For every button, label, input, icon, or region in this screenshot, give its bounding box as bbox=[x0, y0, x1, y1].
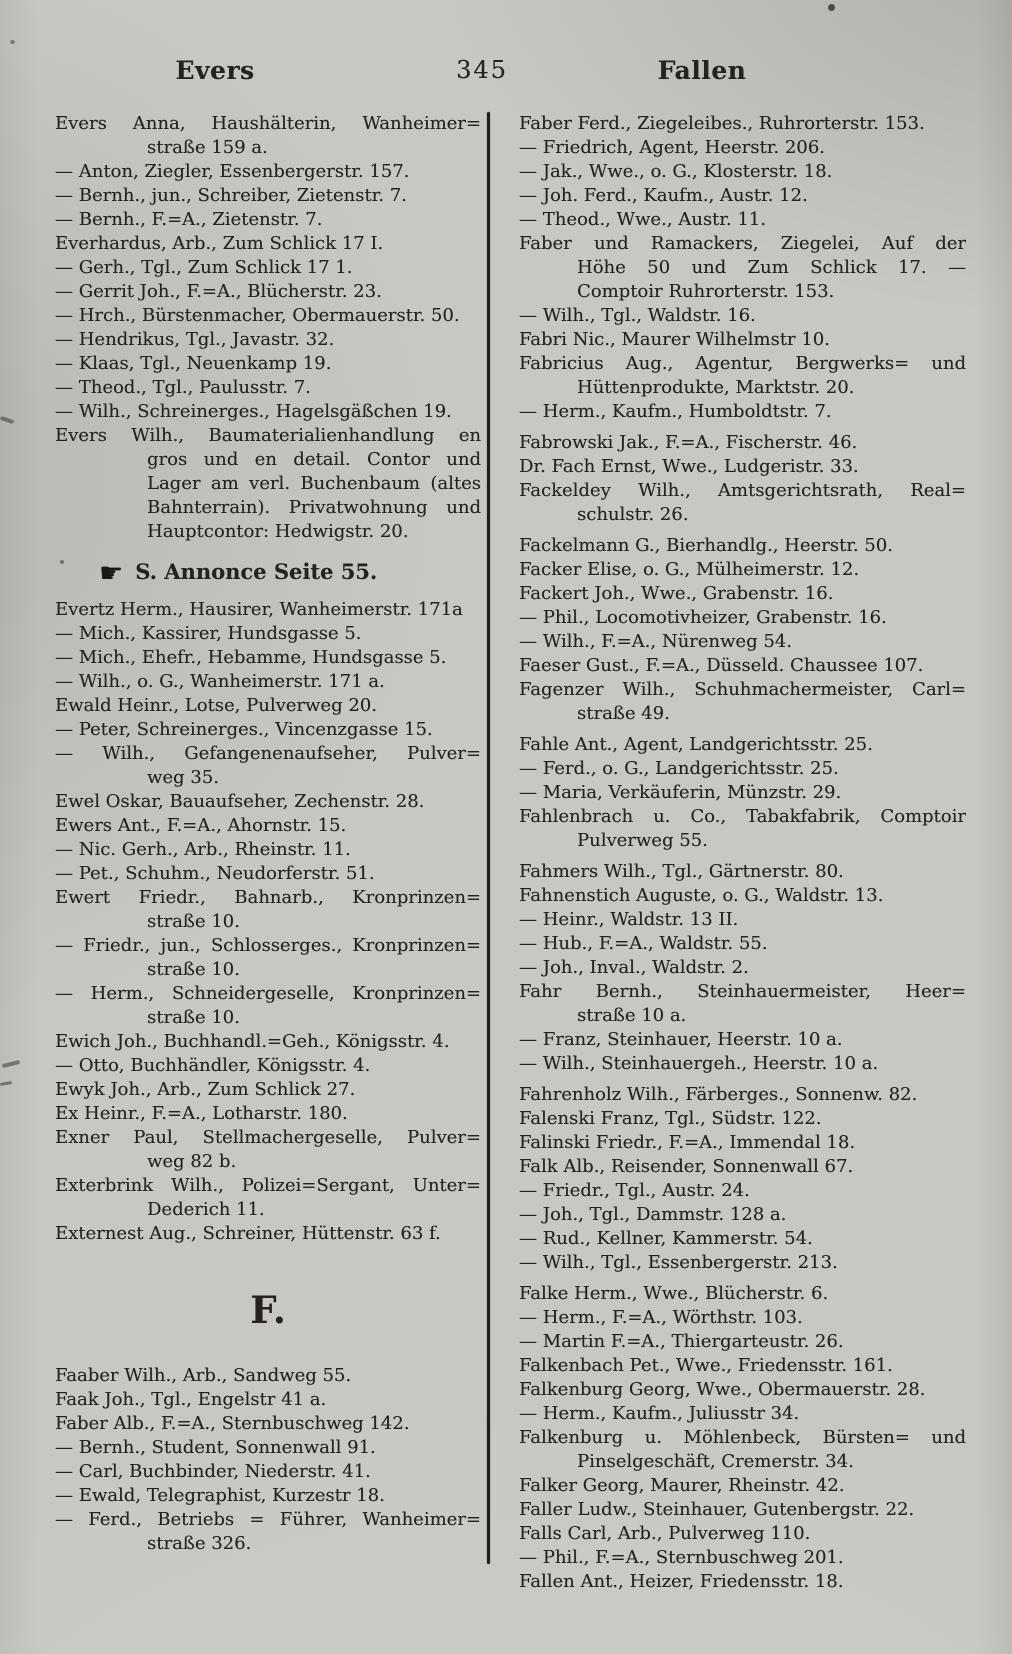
entry-line: Comptoir Ruhrorterstr. 153. bbox=[577, 281, 835, 302]
directory-entry bbox=[519, 304, 966, 328]
directory-entry bbox=[55, 838, 481, 862]
entry-line: Ex Heinr., F.=A., Lotharstr. 180. bbox=[55, 1103, 348, 1124]
directory-entry bbox=[55, 718, 481, 742]
directory-entry bbox=[519, 1354, 966, 1378]
entry-line: — Bernh., jun., Schreiber, Zietenstr. 7. bbox=[55, 185, 407, 206]
scan-smudge bbox=[0, 1081, 12, 1086]
directory-entry bbox=[55, 1078, 481, 1102]
directory-entry bbox=[55, 304, 481, 328]
directory-entry bbox=[55, 184, 481, 208]
directory-entry bbox=[519, 431, 966, 455]
directory-entry bbox=[519, 208, 966, 232]
directory-entry bbox=[519, 1330, 966, 1354]
directory-entry bbox=[519, 654, 966, 678]
directory-entry bbox=[55, 280, 481, 304]
entry-line: — Wilh., Gefangenenaufseher, Pulver= bbox=[55, 743, 481, 764]
directory-entry bbox=[519, 558, 966, 582]
entry-line: Faak Joh., Tgl., Engelstr 41 a. bbox=[55, 1389, 327, 1410]
entry-line: Ewert Friedr., Bahnarb., Kronprinzen= bbox=[55, 887, 481, 908]
directory-entry bbox=[519, 534, 966, 558]
scan-smudge bbox=[2, 1060, 20, 1068]
directory-entry bbox=[519, 184, 966, 208]
entry-line: — Wilh., Tgl., Essenbergerstr. 213. bbox=[519, 1252, 838, 1273]
directory-entry bbox=[55, 400, 481, 424]
directory-entry bbox=[55, 1222, 481, 1246]
entry-line: Hüttenprodukte, Marktstr. 20. bbox=[577, 377, 855, 398]
entry-line: — Friedrich, Agent, Heerstr. 206. bbox=[519, 137, 825, 158]
directory-entry bbox=[55, 1388, 481, 1412]
entry-line: Fagenzer Wilh., Schuhmachermeister, Carl= bbox=[519, 679, 966, 700]
entry-line: Falke Herm., Wwe., Blücherstr. 6. bbox=[519, 1283, 829, 1304]
entry-line: straße 10 a. bbox=[577, 1005, 687, 1026]
directory-entry bbox=[55, 646, 481, 670]
entry-line: — Mich., Ehefr., Hebamme, Hundsgasse 5. bbox=[55, 647, 447, 668]
directory-entry bbox=[55, 742, 481, 790]
directory-entry bbox=[55, 622, 481, 646]
entry-line: Faber Ferd., Ziegeleibes., Ruhrorterstr. 153. bbox=[519, 113, 925, 134]
entry-line: — Friedr., jun., Schlosserges., Kronprinzen= bbox=[55, 935, 481, 956]
directory-entry bbox=[519, 232, 966, 304]
entry-line: Fackert Joh., Wwe., Grabenstr. 16. bbox=[519, 583, 834, 604]
scan-speck bbox=[828, 4, 835, 11]
right-column bbox=[519, 112, 966, 1594]
directory-entry bbox=[55, 1508, 481, 1556]
entry-line: Falls Carl, Arb., Pulverweg 110. bbox=[519, 1523, 811, 1544]
entry-line: — Wilh., F.=A., Nürenweg 54. bbox=[519, 631, 792, 652]
entry-line: — Joh., Inval., Waldstr. 2. bbox=[519, 957, 749, 978]
directory-entry bbox=[55, 232, 481, 256]
entry-line: — Herm., Kaufm., Juliusstr 34. bbox=[519, 1403, 800, 1424]
directory-entry bbox=[55, 1460, 481, 1484]
entry-line: — Joh., Tgl., Dammstr. 128 a. bbox=[519, 1204, 787, 1225]
entry-line: — Otto, Buchhändler, Königsstr. 4. bbox=[55, 1055, 371, 1076]
directory-entry bbox=[519, 1107, 966, 1131]
entry-line: Dederich 11. bbox=[147, 1199, 265, 1220]
directory-entry bbox=[55, 328, 481, 352]
directory-entry bbox=[519, 136, 966, 160]
entry-line: Exner Paul, Stellmachergeselle, Pulver= bbox=[55, 1127, 481, 1148]
directory-entry bbox=[55, 934, 481, 982]
entry-line: Bahnterrain). Privatwohnung und bbox=[147, 497, 481, 518]
directory-entry bbox=[519, 1474, 966, 1498]
entry-line: — Ferd., Betriebs = Führer, Wanheimer= bbox=[55, 1509, 481, 1530]
entry-line: — Klaas, Tgl., Neuenkamp 19. bbox=[55, 353, 332, 374]
entry-line: weg 35. bbox=[147, 767, 219, 788]
directory-entry bbox=[55, 1364, 481, 1388]
directory-entry bbox=[55, 424, 481, 544]
entry-line: Falker Georg, Maurer, Rheinstr. 42. bbox=[519, 1475, 845, 1496]
entry-line: Fackelmann G., Bierhandlg., Heerstr. 50. bbox=[519, 535, 893, 556]
entry-line: — Hub., F.=A., Waldstr. 55. bbox=[519, 933, 768, 954]
entry-line: — Wilh., Tgl., Waldstr. 16. bbox=[519, 305, 756, 326]
entry-line: — Herm., Kaufm., Humboldtstr. 7. bbox=[519, 401, 832, 422]
scan-smudge bbox=[0, 416, 14, 424]
directory-entry bbox=[519, 1227, 966, 1251]
entry-line: — Bernh., Student, Sonnenwall 91. bbox=[55, 1437, 376, 1458]
entry-line: Fahrenholz Wilh., Färberges., Sonnenw. 82. bbox=[519, 1084, 918, 1105]
directory-entry bbox=[519, 805, 966, 853]
directory-entry bbox=[519, 1251, 966, 1275]
entry-line: — Mich., Kassirer, Hundsgasse 5. bbox=[55, 623, 362, 644]
directory-entry bbox=[55, 814, 481, 838]
directory-entry bbox=[519, 908, 966, 932]
entry-line: gros und en detail. Contor und bbox=[147, 449, 481, 470]
entry-line: — Theod., Tgl., Paulusstr. 7. bbox=[55, 377, 311, 398]
annonce-text: S. Annonce Seite 55. bbox=[135, 559, 378, 584]
entry-line: Falkenbach Pet., Wwe., Friedensstr. 161. bbox=[519, 1355, 893, 1376]
entry-line: — Phil., Locomotivheizer, Grabenstr. 16. bbox=[519, 607, 887, 628]
entry-line: Ewyk Joh., Arb., Zum Schlick 27. bbox=[55, 1079, 356, 1100]
entry-line: Evers Anna, Haushälterin, Wanheimer= bbox=[55, 113, 481, 134]
left-column bbox=[55, 112, 481, 1556]
directory-entry bbox=[519, 678, 966, 726]
directory-entry bbox=[519, 733, 966, 757]
entry-line: — Friedr., Tgl., Austr. 24. bbox=[519, 1180, 750, 1201]
entry-line: — Wilh., Schreinerges., Hagelsgäßchen 19. bbox=[55, 401, 452, 422]
directory-entry bbox=[519, 479, 966, 527]
entry-line: Faber Alb., F.=A., Sternbuschweg 142. bbox=[55, 1413, 410, 1434]
directory-entry bbox=[519, 781, 966, 805]
entry-line: Ewald Heinr., Lotse, Pulverweg 20. bbox=[55, 695, 377, 716]
entry-line: Falkenburg Georg, Wwe., Obermauerstr. 28. bbox=[519, 1379, 926, 1400]
directory-entry bbox=[55, 208, 481, 232]
directory-entry bbox=[519, 582, 966, 606]
directory-entry bbox=[519, 352, 966, 400]
entry-line: Everhardus, Arb., Zum Schlick 17 I. bbox=[55, 233, 384, 254]
directory-entry bbox=[55, 1484, 481, 1508]
entry-line: Falkenburg u. Möhlenbeck, Bürsten= und bbox=[519, 1427, 966, 1448]
entry-line: — Theod., Wwe., Austr. 11. bbox=[519, 209, 766, 230]
entry-line: Ewich Joh., Buchhandl.=Geh., Königsstr. 4. bbox=[55, 1031, 450, 1052]
entry-line: — Franz, Steinhauer, Heerstr. 10 a. bbox=[519, 1029, 843, 1050]
entry-line: Lager am verl. Buchenbaum (altes bbox=[147, 473, 481, 494]
entry-line: Exterbrink Wilh., Polizei=Sergant, Unter= bbox=[55, 1175, 481, 1196]
manicule-icon: ☛ bbox=[99, 558, 124, 589]
scan-speck bbox=[60, 560, 64, 564]
directory-entry bbox=[55, 670, 481, 694]
entry-line: — Carl, Buchbinder, Niederstr. 41. bbox=[55, 1461, 371, 1482]
header-right-keyword: Fallen bbox=[657, 56, 747, 85]
entry-line: — Ewald, Telegraphist, Kurzestr 18. bbox=[55, 1485, 385, 1506]
directory-entry bbox=[519, 757, 966, 781]
directory-entry bbox=[55, 886, 481, 934]
page-number: 345 bbox=[456, 56, 508, 84]
directory-entry bbox=[519, 1306, 966, 1330]
entry-line: Ewel Oskar, Bauaufseher, Zechenstr. 28. bbox=[55, 791, 425, 812]
scan-speck bbox=[10, 40, 15, 44]
entry-line: Pinselgeschäft, Cremerstr. 34. bbox=[577, 1451, 854, 1472]
entry-line: Fahmers Wilh., Tgl., Gärtnerstr. 80. bbox=[519, 861, 844, 882]
directory-entry bbox=[55, 1126, 481, 1174]
column-divider-rule bbox=[487, 112, 490, 1564]
entry-line: Externest Aug., Schreiner, Hüttenstr. 63 f. bbox=[55, 1223, 441, 1244]
directory-entry bbox=[519, 932, 966, 956]
entry-line: — Jak., Wwe., o. G., Klosterstr. 18. bbox=[519, 161, 833, 182]
annonce-note bbox=[99, 558, 481, 588]
directory-entry bbox=[519, 1131, 966, 1155]
entry-line: — Ferd., o. G., Landgerichtsstr. 25. bbox=[519, 758, 839, 779]
directory-entry bbox=[55, 352, 481, 376]
directory-entry bbox=[519, 606, 966, 630]
entry-line: — Anton, Ziegler, Essenbergerstr. 157. bbox=[55, 161, 410, 182]
entry-line: Fackeldey Wilh., Amtsgerichtsrath, Real= bbox=[519, 480, 966, 501]
directory-entry bbox=[519, 1426, 966, 1474]
entry-line: Facker Elise, o. G., Mülheimerstr. 12. bbox=[519, 559, 860, 580]
entry-line: straße 10. bbox=[147, 1007, 240, 1028]
entry-line: Faller Ludw., Steinhauer, Gutenbergstr. 22. bbox=[519, 1499, 915, 1520]
directory-entry bbox=[519, 884, 966, 908]
entry-line: — Martin F.=A., Thiergarteustr. 26. bbox=[519, 1331, 844, 1352]
directory-entry bbox=[55, 1030, 481, 1054]
entry-line: straße 49. bbox=[577, 703, 670, 724]
entry-line: straße 326. bbox=[147, 1533, 252, 1554]
entry-line: — Herm., F.=A., Wörthstr. 103. bbox=[519, 1307, 803, 1328]
entry-line: — Phil., F.=A., Sternbuschweg 201. bbox=[519, 1547, 844, 1568]
entry-line: Evertz Herm., Hausirer, Wanheimerstr. 171a bbox=[55, 599, 463, 620]
entry-line: — Heinr., Waldstr. 13 II. bbox=[519, 909, 739, 930]
entry-line: Faeser Gust., F.=A., Düsseld. Chaussee 107. bbox=[519, 655, 924, 676]
entry-line: Fabri Nic., Maurer Wilhelmstr 10. bbox=[519, 329, 830, 350]
directory-entry bbox=[55, 1436, 481, 1460]
directory-entry bbox=[519, 1498, 966, 1522]
entry-line: — Maria, Verkäuferin, Münzstr. 29. bbox=[519, 782, 842, 803]
directory-entry bbox=[519, 1402, 966, 1426]
directory-entry bbox=[519, 860, 966, 884]
directory-entry bbox=[519, 455, 966, 479]
directory-entry bbox=[519, 1179, 966, 1203]
directory-entry bbox=[55, 790, 481, 814]
directory-entry bbox=[519, 1203, 966, 1227]
directory-entry bbox=[55, 1412, 481, 1436]
directory-entry bbox=[55, 256, 481, 280]
entry-line: weg 82 b. bbox=[147, 1151, 237, 1172]
section-letter-heading: F. bbox=[250, 1288, 286, 1332]
entry-line: straße 10. bbox=[147, 911, 240, 932]
directory-entry bbox=[55, 598, 481, 622]
entry-line: Fabrowski Jak., F.=A., Fischerstr. 46. bbox=[519, 432, 858, 453]
directory-entry bbox=[519, 400, 966, 424]
directory-entry bbox=[519, 1378, 966, 1402]
entry-line: — Bernh., F.=A., Zietenstr. 7. bbox=[55, 209, 323, 230]
entry-line: straße 10. bbox=[147, 959, 240, 980]
header-left-keyword: Evers bbox=[175, 56, 255, 85]
directory-entry bbox=[519, 956, 966, 980]
entry-line: — Rud., Kellner, Kammerstr. 54. bbox=[519, 1228, 813, 1249]
directory-entry bbox=[519, 1155, 966, 1179]
entry-line: — Hendrikus, Tgl., Javastr. 32. bbox=[55, 329, 335, 350]
directory-entry bbox=[55, 982, 481, 1030]
directory-entry bbox=[519, 1546, 966, 1570]
directory-entry bbox=[519, 1522, 966, 1546]
entry-line: — Herm., Schneidergeselle, Kronprinzen= bbox=[55, 983, 481, 1004]
entry-line: — Hrch., Bürstenmacher, Obermauerstr. 50. bbox=[55, 305, 460, 326]
entry-line: Falinski Friedr., F.=A., Immendal 18. bbox=[519, 1132, 856, 1153]
directory-entry bbox=[55, 1102, 481, 1126]
entry-line: Pulverweg 55. bbox=[577, 830, 708, 851]
entry-line: Höhe 50 und Zum Schlick 17. — bbox=[577, 257, 966, 278]
entry-line: Evers Wilh., Baumaterialienhandlung en bbox=[55, 425, 481, 446]
entry-line: — Gerrit Joh., F.=A., Blücherstr. 23. bbox=[55, 281, 382, 302]
entry-line: Falenski Franz, Tgl., Südstr. 122. bbox=[519, 1108, 822, 1129]
entry-line: Fahlenbrach u. Co., Tabakfabrik, Comptoir bbox=[519, 806, 966, 827]
entry-line: Fahr Bernh., Steinhauermeister, Heer= bbox=[519, 981, 966, 1002]
entry-line: Hauptcontor: Hedwigstr. 20. bbox=[147, 521, 409, 542]
directory-entry bbox=[55, 1054, 481, 1078]
directory-entry bbox=[55, 1174, 481, 1222]
entry-line: — Joh. Ferd., Kaufm., Austr. 12. bbox=[519, 185, 808, 206]
entry-line: — Wilh., o. G., Wanheimerstr. 171 a. bbox=[55, 671, 385, 692]
entry-line: Fallen Ant., Heizer, Friedensstr. 18. bbox=[519, 1571, 844, 1592]
directory-entry bbox=[519, 1052, 966, 1076]
entry-line: — Wilh., Steinhauergeh., Heerstr. 10 a. bbox=[519, 1053, 879, 1074]
directory-entry bbox=[519, 112, 966, 136]
entry-line: — Gerh., Tgl., Zum Schlick 17 1. bbox=[55, 257, 353, 278]
entry-line: — Nic. Gerh., Arb., Rheinstr. 11. bbox=[55, 839, 351, 860]
directory-entry bbox=[519, 328, 966, 352]
entry-line: schulstr. 26. bbox=[577, 504, 689, 525]
directory-entry bbox=[55, 862, 481, 886]
directory-entry bbox=[55, 112, 481, 160]
entry-line: Ewers Ant., F.=A., Ahornstr. 15. bbox=[55, 815, 347, 836]
entry-line: Faaber Wilh., Arb., Sandweg 55. bbox=[55, 1365, 352, 1386]
entry-line: Falk Alb., Reisender, Sonnenwall 67. bbox=[519, 1156, 854, 1177]
entry-line: Faber und Ramackers, Ziegelei, Auf der bbox=[519, 233, 966, 254]
entry-line: — Peter, Schreinerges., Vincenzgasse 15. bbox=[55, 719, 433, 740]
directory-entry bbox=[519, 630, 966, 654]
directory-entry bbox=[55, 694, 481, 718]
entry-line: Dr. Fach Ernst, Wwe., Ludgeristr. 33. bbox=[519, 456, 859, 477]
directory-entry bbox=[55, 376, 481, 400]
directory-entry bbox=[55, 160, 481, 184]
entry-line: straße 159 a. bbox=[147, 137, 268, 158]
entry-line: Fahnenstich Auguste, o. G., Waldstr. 13. bbox=[519, 885, 884, 906]
directory-entry bbox=[519, 1282, 966, 1306]
directory-entry bbox=[519, 980, 966, 1028]
directory-entry bbox=[519, 160, 966, 184]
directory-entry bbox=[519, 1570, 966, 1594]
directory-entry bbox=[519, 1028, 966, 1052]
entry-line: Fabricius Aug., Agentur, Bergwerks= und bbox=[519, 353, 966, 374]
directory-entry bbox=[519, 1083, 966, 1107]
entry-line: Fahle Ant., Agent, Landgerichtsstr. 25. bbox=[519, 734, 873, 755]
entry-line: — Pet., Schuhm., Neudorferstr. 51. bbox=[55, 863, 375, 884]
